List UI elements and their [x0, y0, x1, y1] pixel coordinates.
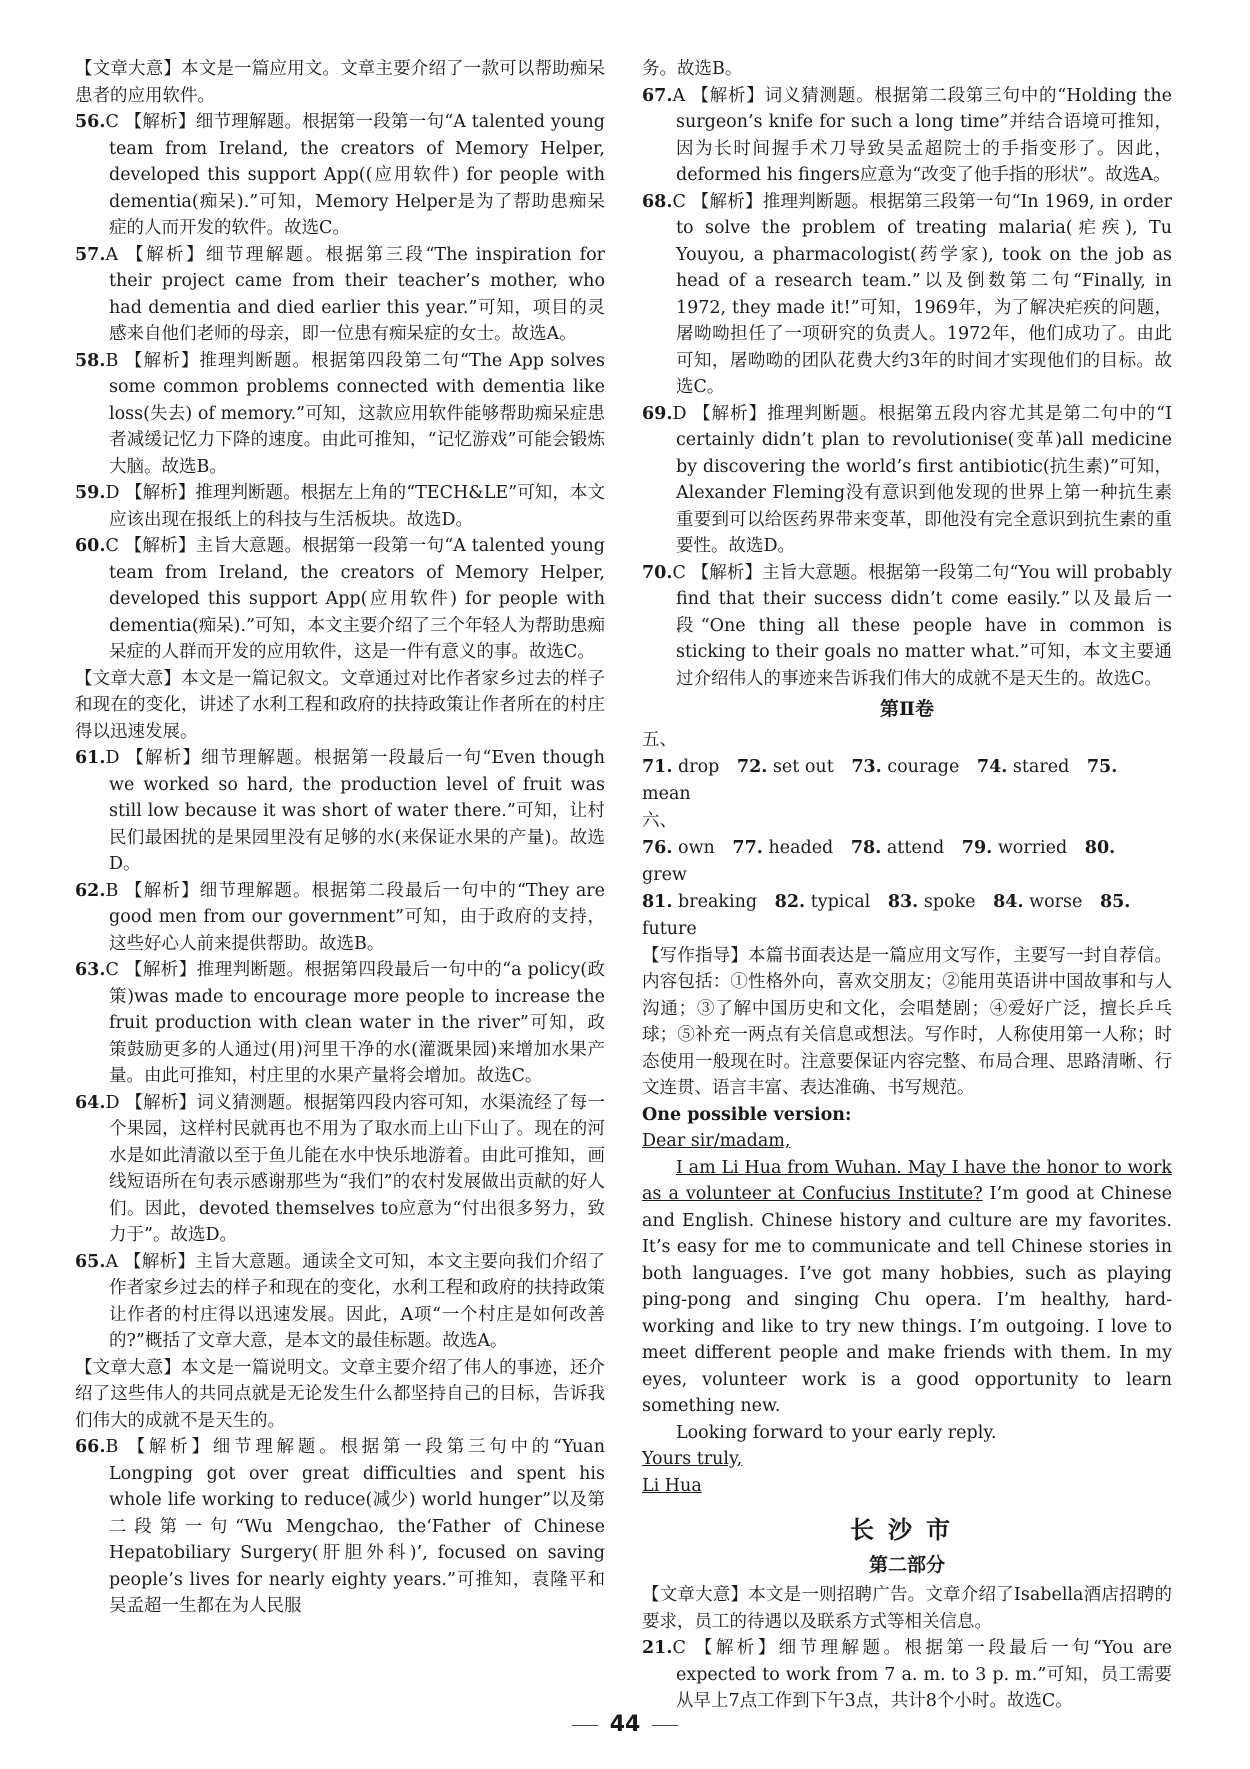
cell-number: 75.: [1086, 756, 1118, 777]
footer-dash-right: [652, 1725, 678, 1726]
city-heading: 长沙市: [850, 1515, 964, 1544]
volume-2-heading: 第Ⅱ卷: [879, 698, 934, 720]
answer-text: C 【解析】推理判断题。根据第四段最后一句中的“a policy(政策)was made to encourage more people to increase the fruit production with clean water in the river”可知，政策鼓励更多的人通过(用)河里干净的水(灌溉果园)来增加水果产量。由此可推知，村庄里的水果产量将会增加。故选C。: [105, 960, 605, 1086]
cell-number: 74.: [976, 756, 1008, 777]
question-number: 64.: [75, 1092, 106, 1113]
cell-number: 80.: [1084, 837, 1116, 858]
letter-underlined-sentence: I am Li Hua from Wuhan. May I have the honor to work as a volunteer at Confucius Institute?: [642, 1157, 1172, 1204]
answer-text: D 【解析】细节理解题。根据第一段最后一句“Even though we worked so hard, the production level of fruit was still low because it was short of water there.”可知，让村民们最困扰的是果园里没有足够的水(来保证水果的产量)。故选D。: [105, 748, 605, 874]
cell-word: worried: [997, 837, 1068, 858]
answer-cell: [962, 838, 1067, 858]
answer-56: [75, 109, 605, 242]
question-number: 67.: [642, 85, 673, 106]
cell-word: attend: [886, 837, 945, 858]
answer-62: [75, 878, 605, 958]
cell-word: mean: [642, 783, 691, 804]
answer-21: [642, 1635, 1172, 1715]
cell-number: 81.: [642, 891, 673, 912]
answer-text: C 【解析】细节理解题。根据第一段第一句“A talented young team from Ireland, the creators of Memory Helper, developed this support App((应用软件) for people with dementia(痴呆).”可知，Memory Helper是为了帮助患痴呆症的人而开发的软件。故选C。: [105, 112, 605, 238]
question-number: 68.: [642, 191, 673, 212]
answer-66-continued: 务。故选B。: [642, 59, 743, 79]
cell-number: 77.: [732, 837, 763, 858]
answer-text: C 【解析】主旨大意题。根据第一段第一句“A talented young team from Ireland, the creators of Memory Helper, developed this support App(应用软件) for people with dementia(痴呆).”可知，本文主要介绍了三个年轻人为帮助患痴呆症的人群而开发的应用软件，这是一件有意义的事。故选C。: [105, 536, 606, 662]
question-number: 60.: [75, 536, 106, 556]
answer-70: [642, 560, 1172, 693]
question-number: 59.: [75, 483, 106, 503]
cell-word: courage: [887, 756, 960, 777]
question-number: 21.: [642, 1638, 673, 1658]
answer-60: [75, 533, 605, 666]
answer-cell: [642, 838, 715, 858]
answer-65: [75, 1249, 605, 1355]
answer-cell: [642, 757, 719, 777]
answer-text: C 【解析】推理判断题。根据第三段第一句“In 1969, in order to solve the problem of treating malaria(疟疾), Tu Youyou, a pharmacologist(药学家), took on the job as head of a research team.”以及倒数第二句“Finally, in 1972, they made it!”可知，1969年，为了解决疟疾的问题，屠呦呦担任了一项研究的负责人。1972年，他们成功了。由此可知，屠呦呦的团队花费大约3年的时间才实现他们的目标。故选C。: [672, 191, 1172, 397]
article-summary-4: 【文章大意】本文是一则招聘广告。文章介绍了Isabella酒店招聘的要求，员工的待遇以及联系方式等相关信息。: [642, 1585, 1172, 1632]
answer-66: [75, 1434, 605, 1620]
right-column: [642, 56, 1172, 1715]
answer-cell: [732, 838, 833, 858]
cell-word: stared: [1012, 756, 1070, 777]
letter-salutation: Dear sir/madam,: [642, 1131, 791, 1151]
question-number: 63.: [75, 960, 106, 980]
letter-sign-off: Yours truly,: [642, 1449, 743, 1469]
question-number: 56.: [75, 112, 106, 132]
answer-cell: [851, 757, 959, 777]
cell-number: 73.: [851, 756, 882, 777]
answer-text: B 【解析】细节理解题。根据第一段第三句中的“Yuan Longping got over great difficulties and spent his whole life working to reduce(减少) world hunger”以及第二段第一句“Wu Mengchao, the‘Father of Chinese Hepatobiliary Surgery(肝胆外科)’, focused on saving people’s lives for nearly eighty years.”可推知，袁隆平和吴孟超一生都在为人民服: [105, 1437, 605, 1616]
cell-number: 85.: [1099, 891, 1131, 912]
question-number: 66.: [75, 1437, 106, 1457]
answer-64: [75, 1090, 605, 1249]
answer-text: D 【解析】词义猜测题。根据第四段内容可知，水渠流经了每一个果园，这样村民就再也不用为了取水而上山下山了。现在的河水是如此清澈以至于鱼儿能在水中快乐地游着。由此可推知，画线短语所在句表示感谢那些为“我们”的农村发展做出贡献的好人们。因此，devoted themselves to应意为“付出很多努力，致力于”。故选D。: [105, 1092, 605, 1245]
cell-word: drop: [678, 756, 720, 777]
writing-guide: 【写作指导】本篇书面表达是一篇应用文写作，主要写一封自荐信。内容包括：①性格外向，喜欢交朋友；②能用英语讲中国故事和与人沟通；③了解中国历史和文化，会唱楚剧；④爱好广泛，擅长乒乓球；⑤补充一两点有关信息或想法。写作时，人称使用第一人称；时态使用一般现在时。注意要保证内容完整、布局合理、思路清晰、行文连贯、语言丰富、表达准确、书写规范。: [642, 945, 1172, 1098]
question-number: 57.: [75, 244, 106, 265]
answer-cell: [775, 892, 871, 912]
answer-69: [642, 401, 1172, 560]
section-5-label: 五、: [642, 729, 677, 750]
cell-word: grew: [642, 864, 687, 885]
cell-word: breaking: [678, 891, 758, 912]
answer-text: C 【解析】主旨大意题。根据第一段第二句“You will probably find that their success didn’t come easily.”以及最后一段“One thing all these people have in common is sticking to their goals no matter what.”可知，本文主要通过介绍伟人的事迹来告诉我们伟大的成就不是天生的。故选C。: [672, 562, 1172, 689]
question-number: 58.: [75, 350, 106, 371]
answer-text: D 【解析】推理判断题。根据第五段内容尤其是第二句中的“I certainly didn’t plan to revolutionise(变革)all medicine by discovering the world’s first antibiotic(抗生素)”可知，Alexander Fleming没有意识到他发现的世界上第一种抗生素重要到可以给医药界带来变革，即他没有完全意识到抗生素的重要性。故选D。: [672, 403, 1172, 556]
footer-dash-left: [572, 1725, 598, 1726]
answer-61: [75, 745, 605, 878]
answer-text: D 【解析】推理判断题。根据左上角的“TECH&LE”可知，本文应该出现在报纸上的科技与生活板块。故选D。: [105, 483, 605, 530]
answer-cell: [642, 892, 757, 912]
sample-letter: [642, 1102, 1172, 1500]
answer-text: C 【解析】细节理解题。根据第一段最后一句“You are expected to work from 7 a. m. to 3 p. m.”可知，员工需要从早上7点工作到下午3点，共计8个小时。故选C。: [672, 1638, 1172, 1711]
version-label: One possible version:: [642, 1104, 852, 1125]
answer-text: B 【解析】细节理解题。根据第二段最后一句中的“They are good men from our government”可知，由于政府的支持，这些好心人前来提供帮助。故选B。: [105, 880, 605, 954]
article-summary-2: 【文章大意】本文是一篇记叙文。文章通过对比作者家乡过去的样子和现在的变化，讲述了水利工程和政府的扶持政策让作者所在的村庄得以迅速发展。: [75, 668, 605, 742]
cell-number: 83.: [887, 891, 919, 912]
cell-word: future: [642, 918, 697, 939]
cell-number: 71.: [642, 756, 673, 777]
cell-number: 82.: [774, 891, 806, 912]
cell-number: 72.: [736, 756, 768, 777]
answer-57: [75, 242, 605, 348]
page-footer: [0, 1712, 1250, 1739]
question-number: 69.: [642, 403, 673, 424]
question-number: 62.: [75, 880, 106, 901]
answer-cell: [993, 892, 1082, 912]
answer-text: A 【解析】细节理解题。根据第三段“The inspiration for their project came from their teacher’s mother, who had dementia and died earlier this year.”可知，项目的灵感来自他们老师的母亲，即一位患有痴呆症的女士。故选A。: [105, 244, 605, 344]
fill-in-answers: [642, 727, 1172, 943]
letter-signature: Li Hua: [642, 1475, 702, 1496]
answer-text: B 【解析】推理判断题。根据第四段第二句“The App solves some common problems connected with dementia like loss(失去) of memory.”可知，这款应用软件能够帮助痴呆症患者减缓记忆力下降的速度。由此可推知，“记忆游戏”可能会锻炼大脑。故选B。: [105, 350, 605, 477]
left-column: [75, 56, 605, 1620]
answer-cell: [851, 838, 944, 858]
answer-row-81-85: [642, 889, 1172, 943]
answer-68: [642, 189, 1172, 401]
answer-63: [75, 957, 605, 1090]
answer-row-76-80: [642, 835, 1172, 889]
letter-body-text: I’m good at Chinese and English. Chinese history and culture are my favorites. It’s easy for me to communicate and tell Chinese stories in both languages. I’ve got many hobbies, such as playing ping-pong and singing Chu opera. I’m healthy, hard-working and like to try new things. I’m outgoing. I love to meet different people and make friends with them. In my eyes, volunteer work is a good opportunity to learn something new.: [642, 1184, 1172, 1416]
cell-word: spoke: [923, 891, 976, 912]
article-summary-1: 【文章大意】本文是一篇应用文。文章主要介绍了一款可以帮助痴呆患者的应用软件。: [75, 59, 605, 106]
cell-word: set out: [772, 756, 834, 777]
answer-text: A 【解析】词义猜测题。根据第二段第三句中的“Holding the surgeon’s knife for such a long time”并结合语境可推知，因为长时间握手术刀导致吴孟超院士的手指变形了。因此，deformed his fingers应意为“改变了他手指的形状”。故选A。: [672, 85, 1172, 185]
cell-word: headed: [768, 837, 834, 858]
cell-word: typical: [810, 891, 871, 912]
cell-word: own: [678, 837, 715, 858]
answer-58: [75, 348, 605, 481]
article-summary-3: 【文章大意】本文是一篇说明文。文章主要介绍了伟人的事迹，还介绍了这些伟人的共同点就是无论发生什么都坚持自己的目标，告诉我们伟大的成就不是天生的。: [75, 1357, 605, 1431]
part-2-heading: 第二部分: [868, 1553, 945, 1576]
cell-number: 78.: [850, 837, 882, 858]
letter-body: [642, 1155, 1172, 1420]
cell-number: 84.: [993, 891, 1024, 912]
page-number: 44: [609, 1712, 641, 1737]
answer-text: A 【解析】主旨大意题。通读全文可知，本文主要向我们介绍了作者家乡过去的样子和现在的变化，水利工程和政府的扶持政策让作者的村庄得以迅速发展。因此，A项“一个村庄是如何改善的?”概括了文章大意，是本文的最佳标题。故选A。: [105, 1251, 605, 1351]
letter-closing-line: Looking forward to your early reply.: [676, 1422, 997, 1443]
answer-59: [75, 480, 605, 533]
question-number: 70.: [642, 562, 673, 583]
cell-number: 79.: [961, 837, 993, 858]
answer-cell: [888, 892, 976, 912]
cell-word: worse: [1029, 891, 1083, 912]
answer-67: [642, 83, 1172, 189]
section-6-label: 六、: [642, 810, 677, 831]
question-number: 61.: [75, 748, 106, 768]
answer-cell: [737, 757, 834, 777]
answer-row-71-75: [642, 754, 1172, 808]
cell-number: 76.: [642, 837, 673, 858]
answer-cell: [977, 757, 1069, 777]
question-number: 65.: [75, 1251, 106, 1272]
